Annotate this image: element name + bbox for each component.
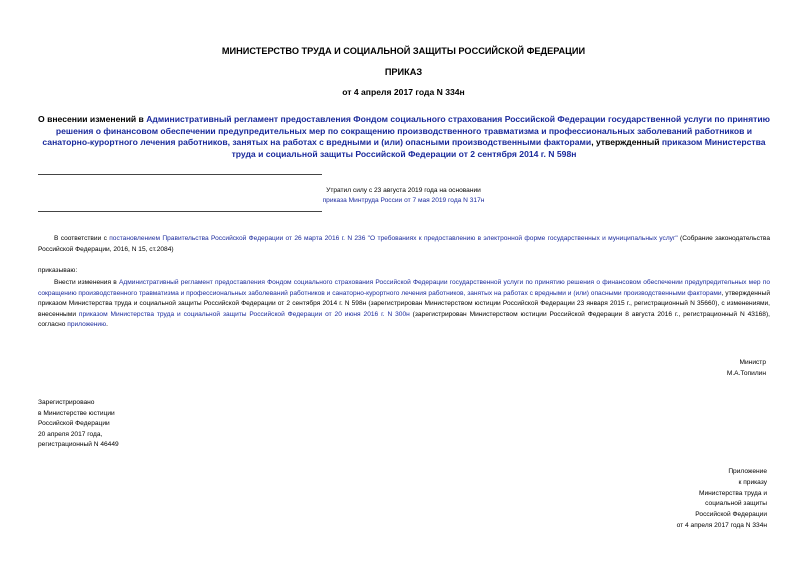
signer-position: Министр [739,359,766,366]
title-middle: , утвержденный [591,137,662,148]
divider-top [38,174,322,175]
appendix-line-2: к приказу [738,478,767,486]
p3-end: . [106,321,108,329]
appendix-line-3: Министерства труда и [698,489,767,497]
paragraph-basis [38,234,770,255]
lost-force-link[interactable]: приказа Минтруда России от 7 мая 2019 года N 317н [322,197,485,205]
resolution-link[interactable]: постановлением [109,235,161,242]
signer-name: М.А.Топилин [726,369,766,377]
p1-suffix: (Собрание законодательства Российской Федерации, 2016, N 15, ст.2084) [38,235,770,253]
paragraph-order-word: приказываю: [38,267,78,274]
p3-middle-1: , утвержденный приказом Министерства труда и социальной защиты Российской Федерации от 2 сентября 2014 г. N 598н (зарегистрирован Министерством юстиции Российской Федерации 23 января 2015 г., регистрационный N 35660), с изменениями, внесенными [38,289,770,318]
divider-bottom [38,211,322,212]
order-date-number: от 4 апреля 2017 года N 334н [342,87,465,97]
appendix-line-6: от 4 апреля 2017 года N 334н [676,521,767,529]
registration-block [38,398,119,451]
registration-line-5: регистрационный N 46449 [38,441,119,449]
lost-force-note [0,186,807,207]
document-type-heading: ПРИКАЗ [384,67,423,77]
lost-force-text: Утратил силу с 23 августа 2019 года на основании [326,187,481,194]
registration-line-1: Зарегистрировано [38,399,95,406]
appendix-line-5: Российской Федерации [695,511,767,519]
government-resolution-link[interactable]: Правительства Российской Федерации от 26 марта 2016 г. N 236 "О требованиях к предоставлению в электронной форме государственных и муниципальных услуг" [162,235,678,242]
title-order-link[interactable]: приказом Министерства труда и социальной защиты Российской Федерации от 2 сентября 2014 г. N 598н [231,137,766,159]
paragraph-changes [38,278,770,331]
registration-line-2: в Министерстве юстиции [38,409,115,417]
order-title [38,114,770,160]
amendment-order-link[interactable]: приказом Министерства труда и социальной защиты Российской Федерации от 20 июня 2016 г. N 300н [78,310,410,318]
registration-line-4: 20 апреля 2017 года, [38,430,103,438]
p1-prefix: В соответствии с [54,235,110,242]
appendix-line-1: Приложение [728,468,767,475]
ministry-heading: МИНИСТЕРСТВО ТРУДА И СОЦИАЛЬНОЙ ЗАЩИТЫ РОССИЙСКОЙ ФЕДЕРАЦИИ [221,46,586,56]
regulation-link[interactable]: Административный регламент предоставления Фондом социального страхования Российской Федерации государственной услуги по принятию решения о финансовом обеспечении предупредительных мер по сокращению производственного травматизма и профессиональных заболеваний работников и санаторно-курортного лечения работников, занятых на работах с вредными и (или) опасными производственными факторами [38,279,770,297]
appendix-link[interactable]: приложению [67,321,107,329]
signature-block [727,358,766,379]
title-regulation-link[interactable]: Административный регламент предоставления Фондом социального страхования Российской Федерации государственной услуги по принятию решения о финансовом обеспечении предупредительных мер по сокращению производственного травматизма и профессиональных заболеваний работников и санаторно-курортного лечения работников, занятых на работах с вредными и (или) опасными производственными факторами [42,114,770,148]
title-prefix: О внесении изменений в [38,114,147,124]
registration-line-3: Российской Федерации [38,420,110,428]
appendix-block [677,467,767,532]
appendix-line-4: социальной защиты [705,500,767,508]
p3-prefix: Внести изменения в [54,279,119,286]
p3-middle-2: (зарегистрирован Министерством юстиции Российской Федерации 8 августа 2016 г., регистрационный N 43168), согласно [38,310,770,329]
